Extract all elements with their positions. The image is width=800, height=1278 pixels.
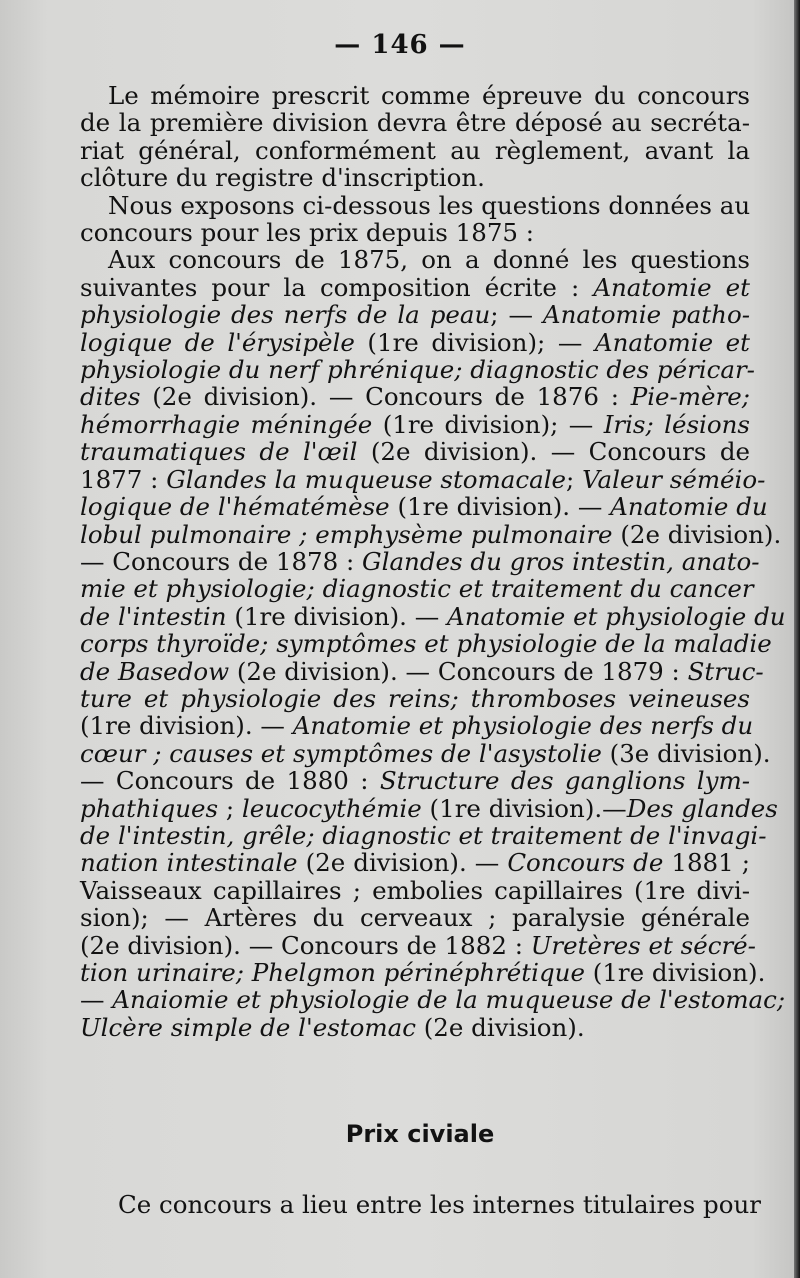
- italic-run: Glandes la muqueuse stomacale: [166, 464, 567, 494]
- italic-run: Anatomie et physiologie des nerfs du: [292, 711, 754, 741]
- text-run: Le mémoire prescrit comme épreuve du concours: [108, 81, 750, 110]
- text-line: [80, 738, 771, 768]
- text-run: riat général, conformément au règlement, avant la: [80, 135, 750, 165]
- text-run: (2e division). —: [297, 848, 508, 878]
- text-line: [80, 519, 782, 549]
- page-number: — 146 —: [334, 30, 466, 60]
- text-run: ;: [566, 464, 583, 494]
- italic-run: cœur ; causes et symptômes de l'asystolie: [80, 738, 602, 768]
- text-line: [80, 411, 750, 438]
- text-line: [80, 492, 768, 522]
- paragraph: [80, 192, 750, 247]
- text-line: [80, 464, 766, 494]
- text-run: Vaisseaux capillaires ; embolies capillaires (1re divi-: [80, 875, 750, 905]
- italic-run: physiologie du nerf phrénique; diagnostic des péricar-: [80, 355, 755, 385]
- text-run: (1re division). —: [389, 492, 611, 522]
- italic-run: physiologie des nerfs de la peau: [80, 300, 491, 330]
- italic-run: traumatiques de l'œil: [80, 437, 358, 467]
- body-text: [80, 81, 786, 1042]
- text-line: [80, 958, 766, 987]
- text-line: [80, 246, 750, 273]
- text-run: (2e division).: [415, 1012, 585, 1042]
- text-line: [80, 546, 760, 576]
- text-line: [80, 137, 750, 164]
- text-line: [80, 383, 750, 410]
- text-line: [80, 438, 750, 465]
- italic-run: Structure des ganglions lym-: [379, 766, 750, 796]
- text-run: (1re division).—: [421, 793, 627, 823]
- italic-run: Ulcère simple de l'estomac: [80, 1012, 416, 1042]
- paragraph: [80, 82, 750, 192]
- text-line: [80, 1014, 750, 1041]
- text-line: [80, 767, 750, 794]
- italic-run: Concours de: [507, 848, 664, 878]
- text-run: (2e division). — Concours de 1879 :: [229, 656, 688, 686]
- text-run: (1re division).: [584, 958, 766, 987]
- text-line: [80, 656, 764, 686]
- italic-run: Pie-mère;: [630, 382, 750, 412]
- text-line: [80, 877, 750, 904]
- text-line: [80, 82, 750, 109]
- text-line: [80, 301, 750, 328]
- text-run: ; —: [490, 300, 543, 330]
- italic-run: dites: [80, 382, 141, 412]
- text-line: [80, 930, 756, 960]
- text-run: clôture du registre d'inscription.: [80, 163, 485, 193]
- text-line: [80, 711, 754, 741]
- text-line: [80, 849, 750, 876]
- italic-run: Anatomie et physiologie du: [447, 601, 786, 631]
- text-run: (2e division). — Concours de: [357, 437, 750, 467]
- italic-run: Struc-: [687, 656, 764, 686]
- text-run: (2e division). — Concours de 1882 :: [80, 930, 531, 960]
- text-line: [80, 601, 786, 631]
- closing-line: Ce concours a lieu entre les internes titulaires pour: [118, 1190, 761, 1219]
- text-run: — Concours de 1880 :: [80, 766, 380, 796]
- italic-run: de l'intestin: [80, 601, 227, 631]
- text-line: [80, 355, 755, 385]
- italic-run: Uretères et sécré-: [530, 930, 756, 960]
- text-run: —: [80, 985, 113, 1015]
- italic-run: hémorrhagie méningée: [80, 409, 373, 439]
- text-run: (1re division); —: [372, 409, 604, 439]
- text-line: [80, 329, 750, 356]
- italic-run: Des glandes: [626, 793, 778, 823]
- italic-run: de l'intestin, grêle; diagnostic et traitement de l'invagi-: [80, 820, 767, 850]
- text-line: [80, 164, 750, 191]
- text-run: Aux concours de 1875, on a donné les questions: [108, 245, 750, 275]
- text-line: [80, 574, 754, 604]
- text-run: 1877 :: [80, 464, 167, 494]
- italic-run: Anatomie patho-: [542, 300, 750, 330]
- italic-run: mie et physiologie; diagnostic et traitement du cancer: [80, 574, 754, 604]
- italic-run: logique de l'érysipèle: [80, 327, 355, 357]
- italic-run: ture et physiologie des reins; thromboses veineuses: [80, 683, 750, 713]
- text-run: (1re division). —: [226, 601, 448, 631]
- page-edge-shadow: [794, 0, 800, 1278]
- italic-run: Valeur séméio-: [582, 464, 766, 494]
- text-line: [80, 219, 750, 246]
- italic-run: logique de l'hématémèse: [80, 492, 390, 522]
- text-run: de la première division devra être déposé au secréta-: [80, 108, 750, 138]
- italic-run: phathiques: [80, 793, 219, 823]
- paragraph: [80, 245, 786, 1042]
- italic-run: Anatomie et: [594, 327, 751, 357]
- text-run: ;: [218, 793, 242, 823]
- italic-run: corps thyroïde; symptômes et physiologie de la maladie: [80, 629, 772, 659]
- text-line: [80, 629, 772, 659]
- italic-run: Anatomie et: [593, 272, 750, 302]
- text-line: [80, 820, 767, 850]
- italic-run: lobul pulmonaire ; emphysème pulmonaire: [80, 519, 613, 549]
- text-run: concours pour les prix depuis 1875 :: [80, 218, 535, 248]
- text-run: (2e division). — Concours de 1876 :: [140, 382, 631, 412]
- text-line: [80, 109, 750, 136]
- italic-run: Glandes du gros intestin, anato-: [362, 546, 760, 576]
- text-line: [80, 985, 786, 1015]
- text-run: 1881 ;: [663, 848, 751, 878]
- text-run: — Concours de 1878 :: [80, 546, 363, 576]
- text-run: (2e division).: [612, 519, 782, 549]
- text-line: [80, 904, 750, 931]
- text-run: Nous exposons ci-dessous les questions données au: [108, 190, 751, 220]
- section-title: Prix civiale: [345, 1120, 495, 1148]
- italic-run: nation intestinale: [80, 848, 298, 878]
- italic-run: de Basedow: [80, 656, 230, 686]
- italic-run: Anaiomie et physiologie de la muqueuse de l'estomac;: [112, 985, 786, 1015]
- italic-run: leucocythémie: [241, 793, 422, 823]
- text-run: (3e division).: [601, 738, 771, 768]
- text-run: suivantes pour la composition écrite :: [80, 272, 594, 302]
- text-line: [80, 274, 750, 301]
- text-run: sion); — Artères du cerveaux ; paralysie générale: [80, 903, 750, 933]
- italic-run: Iris; lésions: [603, 409, 750, 439]
- text-line: [80, 793, 778, 823]
- text-run: (1re division); —: [354, 327, 595, 357]
- text-line: [80, 685, 750, 712]
- italic-run: tion urinaire; Phelgmon périnéphrétique: [80, 958, 585, 987]
- text-run: (1re division). —: [80, 711, 293, 741]
- italic-run: Anatomie du: [610, 492, 768, 522]
- text-line: [80, 192, 750, 219]
